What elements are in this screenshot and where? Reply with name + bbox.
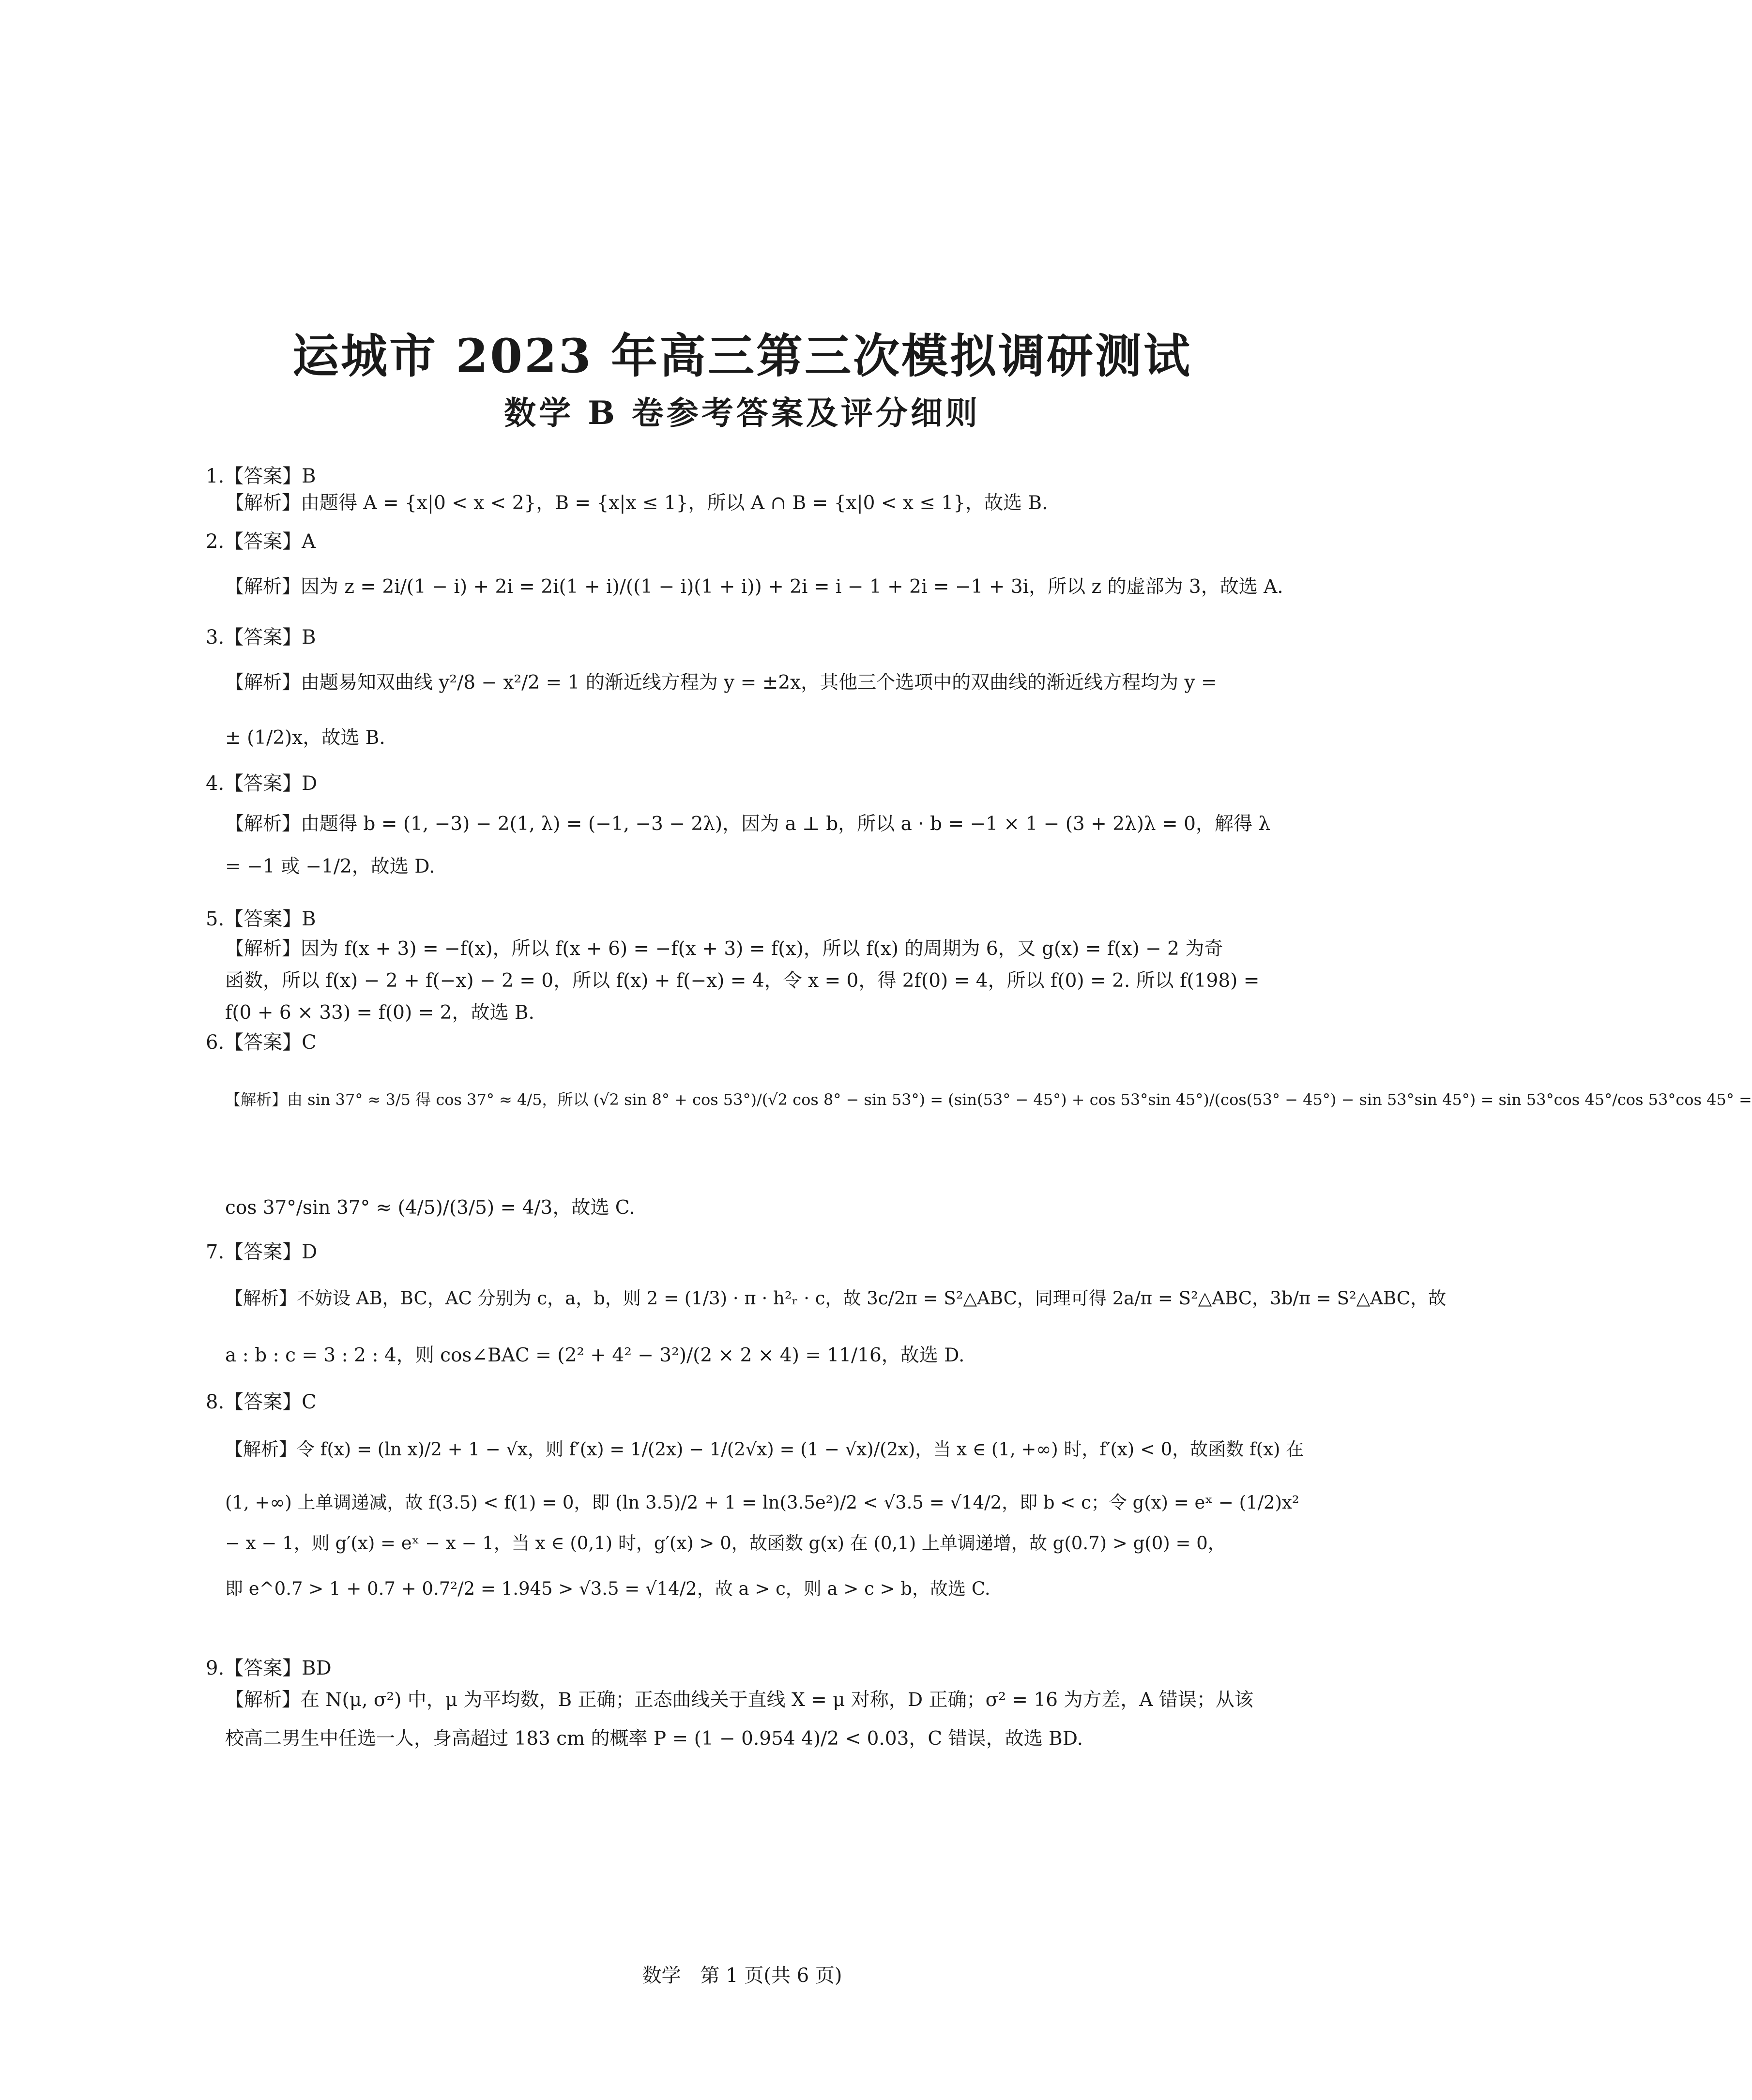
question-3 [206, 623, 1285, 751]
page-subtitle: 数学 B 卷参考答案及评分细则 [504, 394, 980, 432]
analysis: 【解析】由题得 A = {x|0 < x < 2}，B = {x|x ≤ 1}，所以 A ∩ B = {x|0 < x ≤ 1}，故选 B. [225, 492, 1048, 514]
answer-line: 6.【答案】C [206, 1031, 317, 1054]
answer-line: 3.【答案】B [206, 626, 316, 649]
analysis: 【解析】不妨设 AB，BC，AC 分别为 c，a，b，则 2 = (1/3) · π · h²ᵣ · c，故 3c/2π = S²△ABC，同理可得 2a/π = S²△ABC，3b/π = S²△ABC，故 a : b : c = 3 : 2 : 4，则 cos∠BAC = (2² + 4² − 3²)/(2 × 2 × 4) = 11/16，故选 D. [225, 1288, 1447, 1366]
page-title: 运城市 2023 年高三第三次模拟调研测试 [292, 329, 1192, 383]
answer-line: 2.【答案】A [206, 530, 316, 553]
analysis: 【解析】因为 z = 2i/(1 − i) + 2i = 2i(1 + i)/((1 − i)(1 + i)) + 2i = i − 1 + 2i = −1 + 3i，所以 z 的虚部为 3，故选 A. [225, 576, 1283, 598]
analysis: 【解析】由 sin 37° ≈ 3/5 得 cos 37° ≈ 4/5，所以 (√2 sin 8° + cos 53°)/(√2 cos 8° − sin 53°) = (sin(53° − 45°) + cos 53°sin 45°)/(cos(53° − 45°) − sin 53°sin 45°) = sin 53°cos 45°/cos 53°cos 45° = cos 37°/sin 37° ≈ (4/5)/(3/5) = 4/3，故选 C. [225, 1090, 1752, 1219]
question-1 [206, 462, 1285, 516]
question-7 [206, 1238, 1447, 1369]
question-6 [206, 1028, 1752, 1221]
question-5 [206, 905, 1285, 1029]
analysis: 【解析】因为 f(x + 3) = −f(x)，所以 f(x + 6) = −f(x + 3) = f(x)，所以 f(x) 的周期为 6，又 g(x) = f(x) − 2 为奇 函数，所以 f(x) − 2 + f(−x) − 2 = 0，所以 f(x) + f(−x) = 4，令 x = 0，得 2f(0) = 4，所以 f(0) = 2. 所以 f(198) = f(0 + 6 × 33) = f(0) = 2，故选 B. [225, 938, 1260, 1024]
answer-line: 9.【答案】BD [206, 1657, 332, 1679]
answer-line: 1.【答案】B [206, 465, 316, 487]
question-4 [206, 770, 1285, 880]
question-8 [206, 1388, 1304, 1602]
answer-line: 8.【答案】C [206, 1391, 317, 1413]
analysis: 【解析】由题得 b = (1, −3) − 2(1, λ) = (−1, −3 − 2λ)，因为 a ⊥ b，所以 a · b = −1 × 1 − (3 + 2λ)λ = 0，解得 λ = −1 或 −1/2，故选 D. [225, 813, 1271, 877]
answer-line: 4.【答案】D [206, 772, 318, 795]
analysis: 【解析】由题易知双曲线 y²/8 − x²/2 = 1 的渐近线方程为 y = ±2x，其他三个选项中的双曲线的渐近线方程均为 y = ± (1/2)x，故选 B. [225, 672, 1217, 749]
analysis: 【解析】令 f(x) = (ln x)/2 + 1 − √x，则 f′(x) = 1/(2x) − 1/(2√x) = (1 − √x)/(2x)，当 x ∈ (1, +∞) 时，f′(x) < 0，故函数 f(x) 在 (1, +∞) 上单调递减，故 f(3.5) < f(1) = 0，即 (ln 3.5)/2 + 1 = ln(3.5e²)/2 < √3.5 = √14/2，即 b < c；令 g(x) = eˣ − (1/2)x² − x − 1，则 g′(x) = eˣ − x − 1，当 x ∈ (0,1) 时，g′(x) > 0，故函数 g(x) 在 (0,1) 上单调递增，故 g(0.7) > g(0) = 0， 即 e^0.7 > 1 + 0.7 + 0.7²/2 = 1.945 > √3.5 = √14/2，故 a > c，则 a > c > b，故选 C. [225, 1439, 1304, 1599]
answer-line: 5.【答案】B [206, 908, 316, 930]
answer-line: 7.【答案】D [206, 1241, 318, 1263]
question-9 [206, 1654, 1285, 1752]
page-footer: 数学 第 1 页(共 6 页) [642, 1964, 842, 1987]
analysis: 【解析】在 N(μ, σ²) 中，μ 为平均数，B 正确；正态曲线关于直线 X = μ 对称，D 正确；σ² = 16 为方差，A 错误；从该 校高二男生中任选一人，身高超过 183 cm 的概率 P = (1 − 0.954 4)/2 < 0.03，C 错误，故选 BD. [225, 1689, 1253, 1750]
question-2 [206, 528, 1285, 600]
